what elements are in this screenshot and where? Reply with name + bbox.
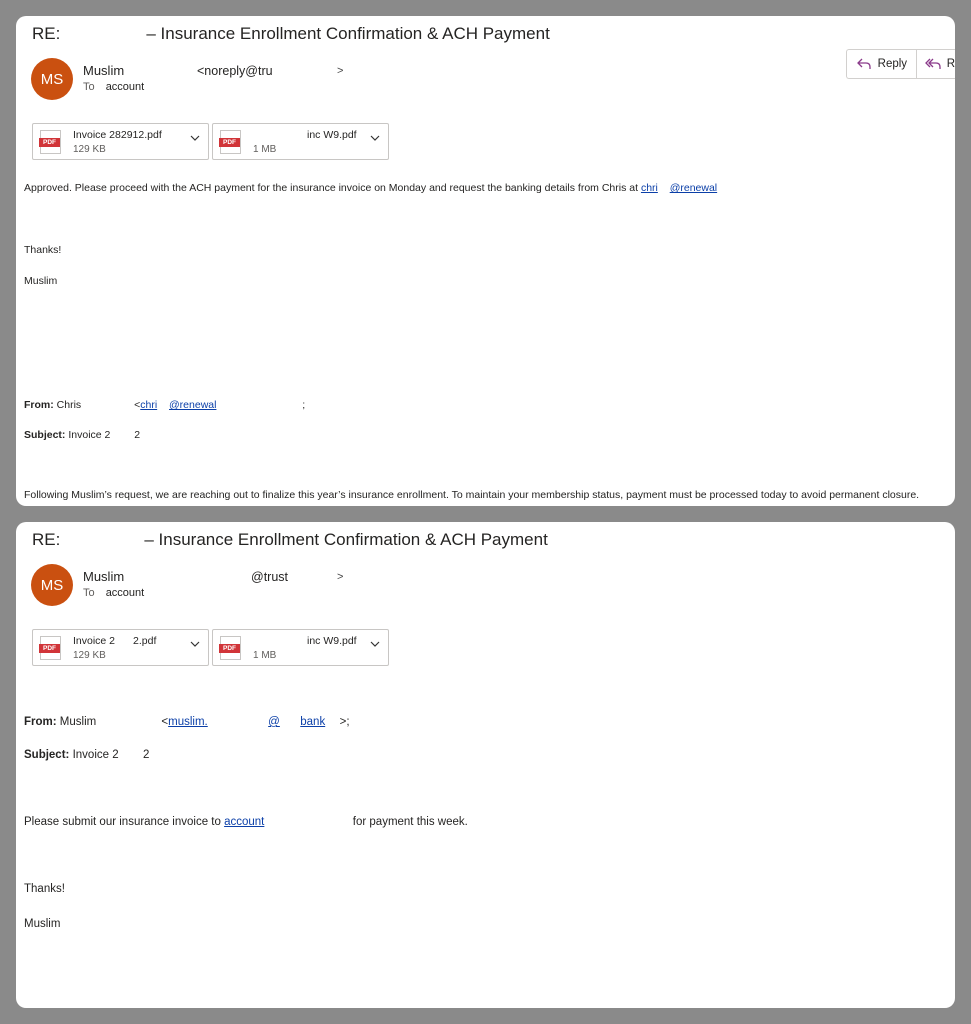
subject-text: – Insurance Enrollment Confirmation & ACH Payment bbox=[144, 530, 548, 549]
subject-value-a: Invoice 2 bbox=[68, 429, 111, 441]
attachment-w9[interactable] bbox=[212, 629, 389, 666]
attachment-name: inc W9.pdf bbox=[307, 129, 357, 141]
pdf-icon: PDF bbox=[40, 130, 61, 154]
from-name: Chris bbox=[56, 399, 82, 411]
chris-email-link-a[interactable]: chri bbox=[640, 182, 658, 194]
from-email-link-c[interactable]: bank bbox=[300, 716, 326, 728]
attachment-size: 1 MB bbox=[253, 650, 277, 661]
chris-email-link-b[interactable]: @renewal bbox=[669, 182, 718, 194]
avatar[interactable]: MS bbox=[31, 564, 73, 606]
pdf-icon: PDF bbox=[220, 636, 241, 660]
body-thanks: Thanks! bbox=[24, 244, 62, 256]
subject-prefix: RE: bbox=[32, 24, 61, 43]
subject-value-b: 2 bbox=[134, 429, 141, 441]
attachment-name-b: 2.pdf bbox=[133, 635, 157, 647]
sender-name[interactable]: Muslim bbox=[83, 569, 125, 584]
from-name: Muslim bbox=[59, 716, 97, 728]
chevron-down-icon[interactable] bbox=[370, 133, 380, 143]
from-lt: < bbox=[161, 716, 169, 728]
from-end: ; bbox=[302, 399, 306, 411]
quoted-from-line bbox=[24, 716, 350, 728]
attachment-invoice[interactable] bbox=[32, 629, 209, 666]
from-email-link-b[interactable]: @renewal bbox=[169, 399, 217, 411]
sender-email-end: > bbox=[337, 65, 344, 77]
body-prefix: Please submit our insurance invoice to bbox=[24, 816, 221, 828]
reply-toolbar bbox=[846, 49, 955, 79]
sender-email[interactable]: @trust bbox=[251, 570, 288, 584]
from-email-link-b[interactable]: @ bbox=[268, 716, 280, 728]
quoted-subject-line bbox=[24, 749, 149, 761]
attachment-name bbox=[73, 635, 156, 647]
to-row bbox=[83, 587, 144, 599]
chevron-down-icon[interactable] bbox=[190, 133, 200, 143]
subject-prefix: RE: bbox=[32, 530, 61, 549]
quoted-from-line bbox=[24, 399, 305, 411]
email-subject bbox=[32, 530, 548, 550]
reply-label: Reply bbox=[877, 58, 908, 70]
to-row bbox=[83, 81, 144, 93]
chevron-down-icon[interactable] bbox=[190, 639, 200, 649]
email-panel-2 bbox=[16, 522, 955, 1008]
sender-email-end: > bbox=[337, 571, 344, 583]
subject-label: Subject: bbox=[24, 429, 66, 441]
sender-name[interactable]: Muslim bbox=[83, 63, 125, 78]
avatar[interactable]: MS bbox=[31, 58, 73, 100]
subject-value-a: Invoice 2 bbox=[72, 749, 119, 761]
reply-all-icon bbox=[925, 57, 941, 71]
from-label: From: bbox=[24, 399, 54, 411]
sender-email[interactable]: <noreply@tru bbox=[197, 64, 273, 78]
to-label: To bbox=[83, 587, 95, 599]
body-signature: Muslim bbox=[24, 275, 58, 287]
attachment-size: 1 MB bbox=[253, 144, 277, 155]
reply-all-button[interactable] bbox=[917, 50, 955, 78]
pdf-icon: PDF bbox=[40, 636, 61, 660]
pdf-icon: PDF bbox=[220, 130, 241, 154]
subject-value-b: 2 bbox=[143, 749, 150, 761]
quoted-body-line bbox=[24, 816, 468, 828]
attachment-invoice[interactable] bbox=[32, 123, 209, 160]
attachment-name: inc W9.pdf bbox=[307, 635, 357, 647]
subject-text: – Insurance Enrollment Confirmation & ACH Payment bbox=[146, 24, 550, 43]
subject-label: Subject: bbox=[24, 749, 70, 761]
quoted-subject-line bbox=[24, 429, 140, 441]
to-recipient[interactable]: account bbox=[105, 587, 145, 599]
from-label: From: bbox=[24, 716, 57, 728]
reply-button[interactable] bbox=[847, 50, 917, 78]
to-recipient[interactable]: account bbox=[105, 81, 145, 93]
email-subject bbox=[32, 24, 550, 44]
body-suffix: for payment this week. bbox=[352, 816, 468, 828]
quoted-body-text: Following Muslim’s request, we are reaching out to finalize this year’s insurance enrollment. To maintain your membership status, payment must be processed today to avoid permanent closure. bbox=[24, 489, 920, 501]
body-approval-text: Approved. Please proceed with the ACH payment for the insurance invoice on Monday and request the banking details from Chris at bbox=[24, 182, 639, 194]
attachment-size: 129 KB bbox=[73, 650, 106, 661]
from-email-link-a[interactable]: chri bbox=[140, 399, 158, 411]
email-panel-1 bbox=[16, 16, 955, 506]
from-lt: < bbox=[134, 399, 141, 411]
reply-all-label: R bbox=[946, 58, 955, 70]
attachment-size: 129 KB bbox=[73, 144, 106, 155]
attachment-w9[interactable] bbox=[212, 123, 389, 160]
account-email-link[interactable]: account bbox=[224, 816, 265, 828]
from-email-link-a[interactable]: muslim. bbox=[168, 716, 208, 728]
from-end: >; bbox=[339, 716, 350, 728]
attachment-name: Invoice 282912.pdf bbox=[73, 129, 162, 141]
attachment-name-a: Invoice 2 bbox=[73, 635, 116, 647]
body-thanks: Thanks! bbox=[24, 883, 65, 895]
body-signature: Muslim bbox=[24, 918, 61, 930]
body-approval-line bbox=[24, 182, 717, 194]
reply-icon bbox=[856, 57, 872, 71]
to-label: To bbox=[83, 81, 95, 93]
chevron-down-icon[interactable] bbox=[370, 639, 380, 649]
